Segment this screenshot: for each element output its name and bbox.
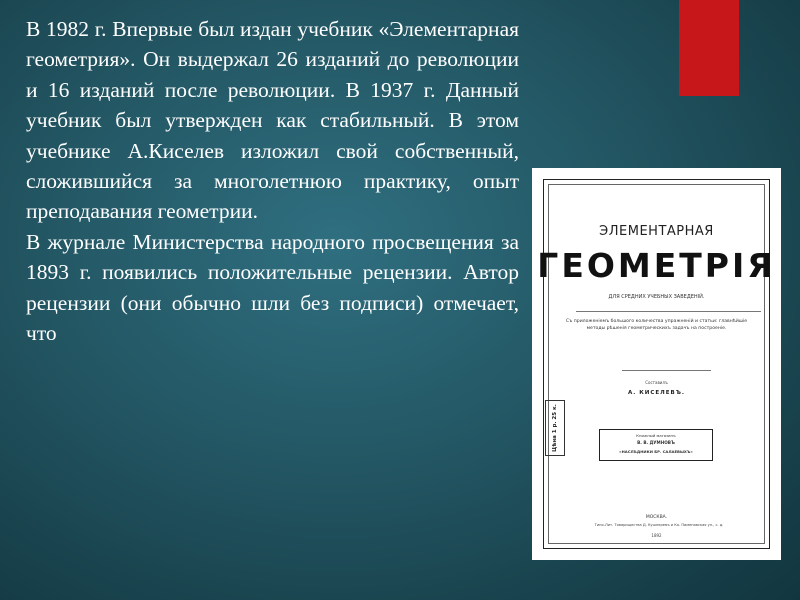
- cover-price-stamp: [545, 400, 565, 456]
- publisher-line: В. В. ДУМНОВЪ: [637, 440, 675, 445]
- cover-description: Съ приложеніемъ большого количества упражненій и статьи: главнѣйшіе методы рѣшенія геометрическихъ задачъ на построеніе.: [565, 319, 748, 331]
- publisher-line: «НАСЛѢДНИКИ БР. САЛАЕВЫХЪ»: [619, 449, 693, 454]
- accent-bar: [679, 0, 739, 96]
- cover-price-text: Цѣна 1 р. 25 к.: [552, 404, 558, 452]
- cover-title: ГЕОМЕТРІЯ: [537, 246, 776, 285]
- cover-imprint: Типо-Лит. Товарищества Д. Кушнеревъ и Ко. Пименовская ул., с. д.: [594, 523, 724, 527]
- cover-year: 1892: [651, 533, 662, 538]
- cover-author: А. КИСЕЛЕВЪ.: [628, 390, 685, 396]
- cover-publisher-box: [599, 429, 713, 461]
- cover-divider: [576, 311, 761, 312]
- book-cover-image: [532, 168, 781, 560]
- publisher-line: Книжный магазинъ: [636, 433, 676, 438]
- cover-author-prefix: Составилъ: [645, 380, 668, 385]
- paragraph-reviews: В журнале Министерства народного просвещения за 1893 г. появились положительные рецензии. Автор рецензии (они обычно шли без подписи) отмечает, что: [26, 229, 519, 346]
- cover-divider: [622, 370, 711, 371]
- cover-city: МОСКВА.: [645, 515, 668, 520]
- slide-text: [26, 14, 519, 348]
- cover-tagline: ДЛЯ СРЕДНИХ УЧЕБНЫХ ЗАВЕДЕНІЙ.: [608, 294, 705, 300]
- paragraph-history: В 1982 г. Впервые был издан учебник «Элементарная геометрия». Он выдержал 26 изданий до революции и 16 изданий после революции. В 1937 г. Данный учебник был утвержден как стабильный. В этом учебнике А.Киселев изложил свой собственный, сложившийся за многолетнюю практику, опыт преподавания геометрии.: [26, 17, 519, 224]
- cover-subtitle: ЭЛЕМЕНТАРНАЯ: [599, 224, 714, 239]
